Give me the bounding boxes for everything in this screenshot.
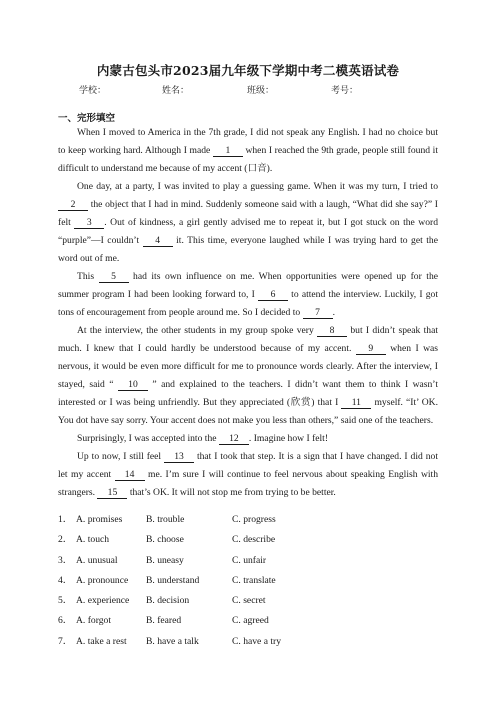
passage-paragraph (58, 430, 438, 448)
option-row (58, 551, 438, 571)
passage-text: to attend the interview. Luckily, I got tons of encouragement from people around me. So I decided to (58, 289, 438, 318)
option-b: B. have a talk (146, 635, 199, 647)
exam-number-label: 考号： (331, 86, 359, 96)
passage-text: when I was nervous, it would be even more difficult for me to pronounce words clearly. After the interview, I stayed, said “ (58, 343, 439, 390)
passage-paragraph (58, 268, 438, 322)
option-a: A. pronounce (76, 574, 129, 586)
answer-blank: 9 (356, 343, 386, 355)
option-c: C. secret (232, 595, 266, 607)
passage-text: that’s OK. It will not stop me from trying to be better. (127, 487, 336, 498)
answer-blank: 5 (99, 271, 129, 283)
answer-blank: 15 (97, 487, 127, 499)
question-number: 7． (58, 635, 73, 647)
option-a: A. unusual (76, 554, 118, 566)
answer-blank: 13 (164, 451, 194, 463)
question-number: 2． (58, 534, 73, 546)
passage-paragraph (58, 178, 438, 268)
passage-text: Up to now, I still feel (77, 451, 165, 462)
option-b: B. understand (146, 574, 200, 586)
question-number: 1． (58, 514, 73, 525)
passage-text: At the interview, the other students in my group spoke very (77, 325, 318, 336)
class-label: 班级： (247, 86, 275, 96)
option-c: C. agreed (232, 615, 269, 627)
question-number: 4． (58, 574, 73, 586)
question-number: 5． (58, 595, 73, 607)
answer-blank: 6 (258, 289, 288, 301)
cloze-passage (58, 124, 438, 502)
passage-paragraph (58, 322, 438, 430)
section-heading: 一、完形填空 (58, 113, 116, 124)
passage-text: myself. “It’ OK. You dot have say sorry. Your accent does not make you less than others,” said one of the teachers. (58, 397, 438, 426)
answer-blank: 4 (143, 235, 173, 247)
option-b: B. uneasy (146, 554, 184, 566)
option-a: A. experience (76, 595, 130, 607)
option-b: B. feared (146, 615, 182, 627)
passage-text: it. This time, everyone laughed while I was trying hard to get the word out of me. (58, 235, 438, 264)
answer-options (58, 510, 438, 652)
option-b: B. choose (146, 534, 184, 546)
passage-text: This (77, 271, 99, 282)
option-c: C. unfair (232, 554, 267, 566)
passage-text: when I reached the 9th grade, people still found it difficult to understand me because of my accent (口音). (58, 145, 438, 174)
answer-blank: 14 (115, 469, 145, 481)
option-c: C. have a try (232, 635, 282, 647)
passage-text: . (332, 307, 335, 318)
answer-blank: 10 (118, 379, 148, 391)
option-a: A. touch (76, 534, 110, 546)
passage-text: had its own influence on me. When opportunities were opened up for the summer program I had been looking forward to, I (58, 271, 438, 300)
option-row (58, 632, 438, 652)
passage-paragraph (58, 448, 438, 502)
option-row (58, 611, 438, 631)
option-a: A. promises (76, 514, 123, 525)
passage-text: Surprisingly, I was accepted into the (77, 433, 219, 444)
option-a: A. forgot (76, 615, 111, 627)
answer-blank: 3 (74, 217, 104, 229)
name-label: 姓名： (162, 86, 190, 96)
passage-paragraph (58, 124, 438, 178)
answer-blank: 7 (303, 307, 333, 319)
passage-text: One day, at a party, I was invited to play a guessing game. When it was my turn, I tried to (77, 181, 438, 192)
question-number: 3． (58, 554, 73, 566)
answer-blank: 11 (341, 397, 371, 409)
passage-text: When I moved to America in the 7th grade, I did not speak any English. I had no choice but to keep working hard. Although I made (58, 127, 438, 156)
option-b: B. trouble (146, 514, 185, 525)
option-row (58, 571, 438, 591)
answer-blank: 1 (213, 145, 243, 157)
option-row (58, 591, 438, 611)
passage-text: that I took that step. It is a sign that I have changed. I did not let my accent (58, 451, 438, 480)
answer-blank: 12 (219, 433, 249, 445)
option-c: C. translate (232, 574, 276, 586)
page-title: 内蒙古包头市2023届九年级下学期中考二模英语试卷 (96, 63, 400, 78)
passage-text: the object that I had in mind. Suddenly someone said with a laugh, “What did she say?” I felt (58, 199, 438, 228)
passage-text: . Out of kindness, a girl gently advised me to repeat it, but I got stuck on the word “purple”—I couldn’t (58, 217, 438, 246)
school-label: 学校： (79, 86, 107, 96)
passage-text: . Imagine how I felt! (248, 433, 329, 444)
option-c: C. progress (232, 514, 276, 525)
passage-text: ” and explained to the teachers. I didn’t want them to think I wasn’t interested or I was being unfriendly. But they appreciated (欣赏) that I (58, 379, 438, 408)
passage-text: me. I’m sure I will continue to feel nervous about speaking English with strangers. (58, 469, 438, 498)
answer-blank: 8 (317, 325, 347, 337)
option-b: B. decision (146, 595, 190, 607)
answer-blank: 2 (58, 199, 88, 211)
passage-text: but I didn’t speak that much. I knew that I could hardly be understood because of my accent. (58, 325, 438, 354)
student-info-row (0, 82, 496, 100)
option-c: C. describe (232, 534, 276, 546)
option-row (58, 510, 438, 530)
question-number: 6． (58, 615, 73, 627)
option-row (58, 530, 438, 550)
option-a: A. take a rest (76, 635, 127, 647)
